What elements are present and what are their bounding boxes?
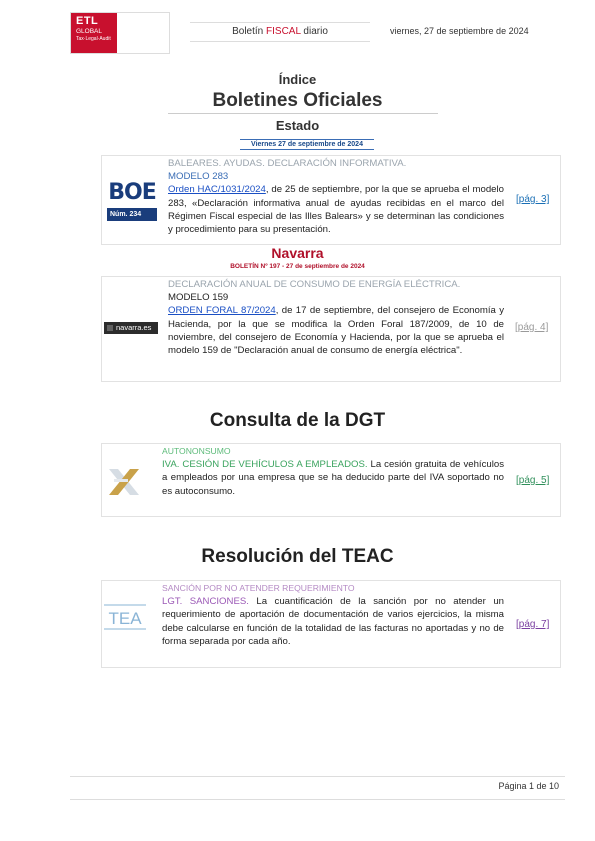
- dgt-lead: IVA. CESIÓN DE VEHÍCULOS A EMPLEADOS.: [162, 459, 368, 471]
- boe-logo: [107, 180, 157, 222]
- dgt-entry-text: [162, 445, 504, 498]
- header-title-pre: Boletín: [232, 26, 267, 37]
- boe-date-banner: Viernes 27 de septiembre de 2024: [240, 139, 374, 150]
- navarra-page-link[interactable]: [pág. 4]: [515, 322, 549, 333]
- header-title-fiscal: FISCAL: [266, 26, 301, 37]
- boe-page-link[interactable]: [pág. 3]: [516, 194, 550, 205]
- boe-model: MODELO 283: [168, 171, 229, 183]
- navarra-order-link[interactable]: ORDEN FORAL 87/2024: [168, 305, 276, 317]
- tea-logo-text: TEA: [108, 609, 142, 628]
- boe-order-link[interactable]: Orden HAC/1031/2024: [168, 184, 266, 196]
- teac-lead: LGT. SANCIONES.: [162, 596, 249, 608]
- logo-sub-text: Tax·Legal·Audit: [76, 36, 111, 42]
- index-heading: Índice: [278, 72, 317, 87]
- boe-category: BALEARES. AYUDAS. DECLARACIÓN INFORMATIVA.: [168, 158, 407, 169]
- navarra-logo-text: navarra.es: [116, 323, 152, 332]
- dgt-page-link[interactable]: [pág. 5]: [516, 475, 550, 486]
- boe-logo-letters: BOE: [108, 180, 156, 205]
- teac-section-title: Resolución del TEAC: [201, 546, 394, 567]
- teac-page-link[interactable]: [pág. 7]: [516, 619, 550, 630]
- dgt-section-title: Consulta de la DGT: [209, 410, 386, 431]
- teac-entry-text: [162, 582, 504, 648]
- dgt-category: AUTONONSUMO: [162, 446, 231, 456]
- navarra-description: , de 17 de septiembre, del consejero de Economía y Hacienda, por la que se modifica la Orden Foral 187/2009, de 10 de noviembre, del consejero de Economía y Hacienda, por la que se aprueba el modelo 159 de "Declaración anual de consumo de energía eléctrica".: [168, 305, 504, 357]
- header-date: viernes, 27 de septiembre de 2024: [390, 26, 529, 36]
- page-footer: [70, 776, 565, 800]
- boe-entry-text: [168, 157, 504, 236]
- estado-heading: Estado: [275, 118, 320, 133]
- header-title-post: diario: [300, 26, 328, 37]
- teac-description: La cuantificación de la sanción por no atender un requerimiento de aportación de documentación de varios ejercicios, la misma debe calcularse en función de la totalidad de las facturas no aportadas y no de forma separada por cada año.: [162, 596, 504, 647]
- etl-global-logo: [70, 12, 170, 54]
- boletines-heading: Boletines Oficiales: [212, 90, 383, 111]
- dgt-description: La cesión gratuita de vehículos a empleados por una empresa que se ha deducido parte del IVA soportado no es autoconsumo.: [162, 459, 504, 497]
- navarra-logo: [104, 322, 158, 334]
- navarra-model: MODELO 159: [168, 292, 229, 304]
- divider: [168, 113, 438, 114]
- page-number: Página 1 de 10: [498, 781, 559, 791]
- logo-etl-text: ETL: [76, 15, 99, 27]
- navarra-entry-text: [168, 278, 504, 357]
- boe-description: , de 25 de septiembre, por la que se aprueba el modelo 283, «Declaración informativa anual de ayudas recibidas en el marco del Régimen Fiscal especial de las Illes Balears» y se determinan las condiciones y procedimiento para su presentación.: [168, 184, 504, 236]
- boe-logo-number: Núm. 234: [107, 208, 157, 221]
- logo-global-text: GLOBAL: [76, 28, 103, 35]
- navarra-heading: Navarra: [271, 245, 324, 261]
- header-title: [190, 22, 370, 42]
- teac-category: SANCIÓN POR NO ATENDER REQUERIMIENTO: [162, 583, 355, 593]
- aeat-logo-icon: [106, 465, 142, 499]
- navarra-bulletin-date: BOLETÍN Nº 197 - 27 de septiembre de 2024: [230, 263, 365, 270]
- tea-logo-icon: [104, 602, 146, 632]
- navarra-category: DECLARACIÓN ANUAL DE CONSUMO DE ENERGÍA ELÉCTRICA.: [168, 279, 461, 290]
- navarra-grid-icon: [107, 325, 113, 331]
